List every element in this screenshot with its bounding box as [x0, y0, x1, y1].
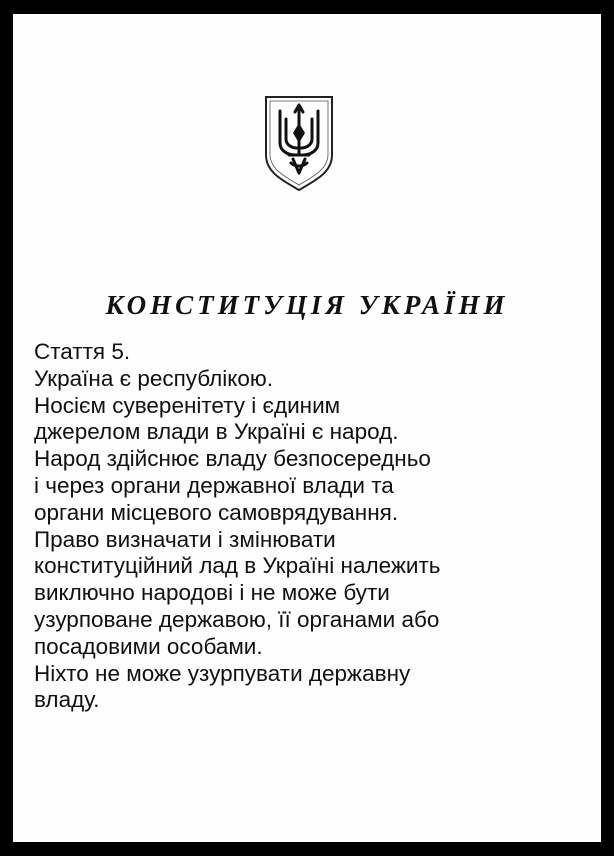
- article-line: конституційний лад в Україні належить: [34, 553, 441, 579]
- article-line: виключно народові і не може бути: [34, 580, 390, 606]
- article-line: органи місцевого самоврядування.: [34, 499, 399, 525]
- article-heading: Стаття 5.: [34, 339, 131, 364]
- article-line: Україна є республікою.: [34, 365, 274, 391]
- article-line: і через органи державної влади та: [34, 472, 394, 498]
- article-line: Народ здійснює владу безпосередньо: [34, 446, 431, 472]
- document-title: КОНСТИТУЦІЯ УКРАЇНИ: [105, 290, 509, 320]
- article-line: Носієм суверенітету і єдиним: [34, 392, 341, 418]
- trident-emblem-icon: [262, 93, 336, 193]
- article-line: владу.: [34, 687, 100, 713]
- article-line: посадовими особами.: [34, 633, 263, 659]
- article-line: узурповане державою, її органами або: [34, 606, 440, 632]
- article-line: Право визначати і змінювати: [34, 526, 336, 552]
- document-page: [13, 14, 601, 842]
- article-text: [34, 339, 594, 714]
- article-line: джерелом влади в Україні є народ.: [34, 419, 399, 445]
- article-line: Ніхто не може узурпувати державну: [34, 660, 411, 686]
